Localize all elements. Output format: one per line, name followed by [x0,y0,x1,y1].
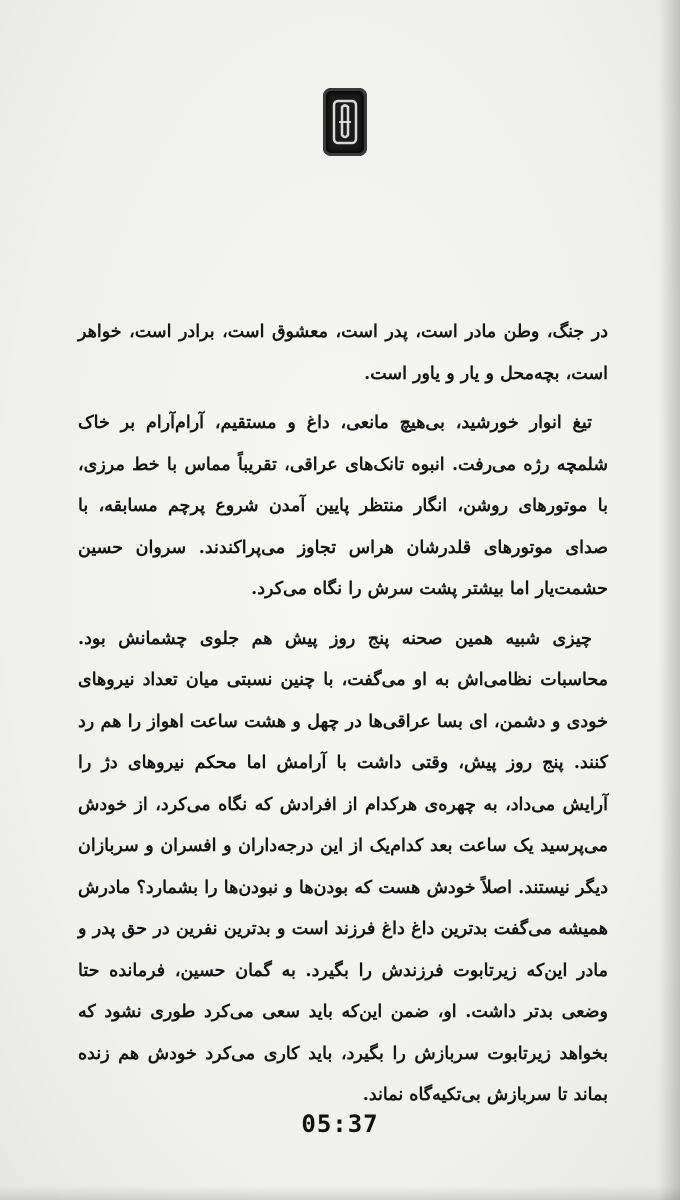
page-bottom-shadow [0,1186,680,1200]
chapter-body-text [78,312,608,1117]
paragraph-3: چیزی شبیه همین صحنه پنج روز پیش هم جلوی چشمانش بود. محاسبات نظامی‌اش به او می‌گفت، با چنین نسبتی میان تعداد نیروهای خودی و دشمن، ای بسا عراقی‌ها در چهل و هشت ساعت اهواز را هم رد کنند. پنج روز پیش، وقتی داشت با آرامش اما محکم نیروهای دژ را آرایش می‌داد، به چهره‌ی هرکدام از افرادش که نگاه می‌کرد، از خودش می‌پرسید یک ساعت بعد کدام‌یک از این درجه‌داران و افسران و سربازان دیگر نیستند. اصلاً خودش هست که بودن‌ها و نبودن‌ها را بشمارد؟ مادرش همیشه می‌گفت بدترین داغ داغ فرزند است و بدترین نفرین در حق پدر و مادر این‌که زیرتابوت فرزندش را بگیرد. به گمان حسین، فرمانده حتا وضعی بدتر داشت. او، ضمن این‌که باید سعی می‌کرد طوری نشود که بخواهد زیرتابوت سربازش را بگیرد، باید کاری می‌کرد خودش هم زنده بماند تا سربازش بی‌تکیه‌گاه نماند. [78,628,608,1105]
chapter-glyph-icon [330,97,360,147]
page-edge-shadow [658,0,680,1200]
page-timestamp: 05:37 [301,1110,379,1138]
paragraph-1: در جنگ، وطن مادر است، پدر است، معشوق است، برادر است، خواهر است، بچه‌محل و یار و یاور است. [78,322,608,384]
paragraph-2: تیغ انوار خورشید، بی‌هیچ مانعی، داغ و مستقیم، آرام‌آرام بر خاک شلمچه رژه می‌رفت. انبوه تانک‌های عراقی، تقریباً مماس با خط مرزی، با موتورهای روشن، انگار منتظر پایین آمدن شروع پرچم مسابقه، با صدای موتورهای قلدرشان هراس تجاوز می‌پراکندند. سروان حسین حشمت‌یار اما بیشتر پشت سرش را نگاه می‌کرد. [78,413,608,599]
chapter-number-badge-icon [323,88,367,156]
